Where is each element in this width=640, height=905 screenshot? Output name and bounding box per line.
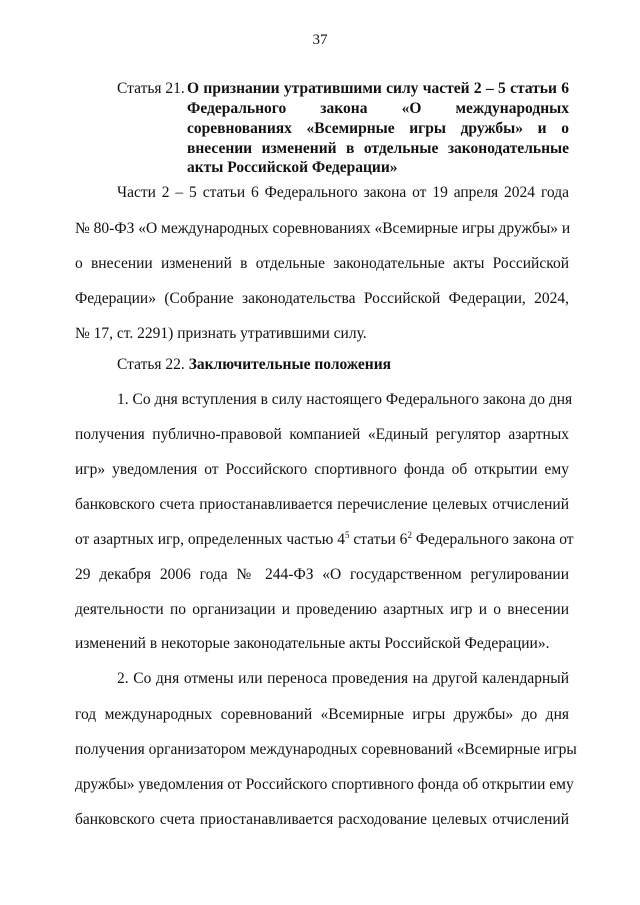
article-21-text-line: № 80-ФЗ «О международных соревнованиях «Всемирные игры дружбы» и <box>75 220 571 237</box>
p1-line5-part-b: статьи 6 <box>349 531 408 548</box>
superscript: 2 <box>407 530 412 540</box>
article-21-title-line: Федерального закона «О международных <box>187 100 569 117</box>
p2-line: год международных соревнований «Всемирные игры дружбы» до дня <box>75 706 569 723</box>
article-21-label: Статья 21. <box>117 80 185 97</box>
article-21-title-line: соревнованиях «Всемирные игры дружбы» и о <box>187 120 569 137</box>
p1-line: 29 декабря 2006 года № 244-ФЗ «О государственном регулировании <box>75 566 569 583</box>
p2-line: дружбы» уведомления от Российского спортивного фонда об открытии ему <box>75 776 574 793</box>
article-21-title-line: О признании утратившими силу частей 2 – 5 статьи 6 <box>187 80 569 97</box>
p1-line5-part-c: Федерального закона от <box>411 531 574 548</box>
p1-line: банковского счета приостанавливается перечисление целевых отчислений <box>75 496 569 513</box>
article-22-label: Статья 22. <box>117 356 185 373</box>
p1-line: изменений в некоторые законодательные акты Российской Федерации». <box>75 635 550 652</box>
article-22-title: Заключительные положения <box>188 356 392 373</box>
page-number: 37 <box>312 32 328 48</box>
article-21-title-line: внесении изменений в отдельные законодательные <box>187 140 569 157</box>
p1-line: игр» уведомления от Российского спортивного фонда об открытии ему <box>75 461 569 478</box>
article-21-text-line: Части 2 – 5 статьи 6 Федерального закона от 19 апреля 2024 года <box>117 184 569 201</box>
article-21-text-line: о внесении изменений в отдельные законодательные акты Российской <box>75 255 569 272</box>
article-21-text-line: № 17, ст. 2291) признать утратившими силу. <box>75 325 367 342</box>
p2-line: получения организатором международных соревнований «Всемирные игры <box>75 741 577 758</box>
superscript: 5 <box>344 530 350 540</box>
p1-line-with-superscripts <box>75 530 574 550</box>
article-22-heading <box>117 355 391 375</box>
p2-line: 2. Со дня отмены или переноса проведения на другой календарный <box>117 670 569 687</box>
p1-line5-part-a: от азартных игр, определенных частью 4 <box>75 531 345 548</box>
p1-line: 1. Со дня вступления в силу настоящего Федерального закона до дня <box>117 391 573 408</box>
article-21-title-line: акты Российской Федерации» <box>187 159 398 176</box>
p1-line: получения публично-правовой компанией «Единый регулятор азартных <box>75 426 569 443</box>
p1-line: деятельности по организации и проведению азартных игр и о внесении <box>75 601 569 618</box>
article-21-text-line: Федерации» (Собрание законодательства Российской Федерации, 2024, <box>75 290 569 307</box>
p2-line: банковского счета приостанавливается расходование целевых отчислений <box>75 811 569 828</box>
